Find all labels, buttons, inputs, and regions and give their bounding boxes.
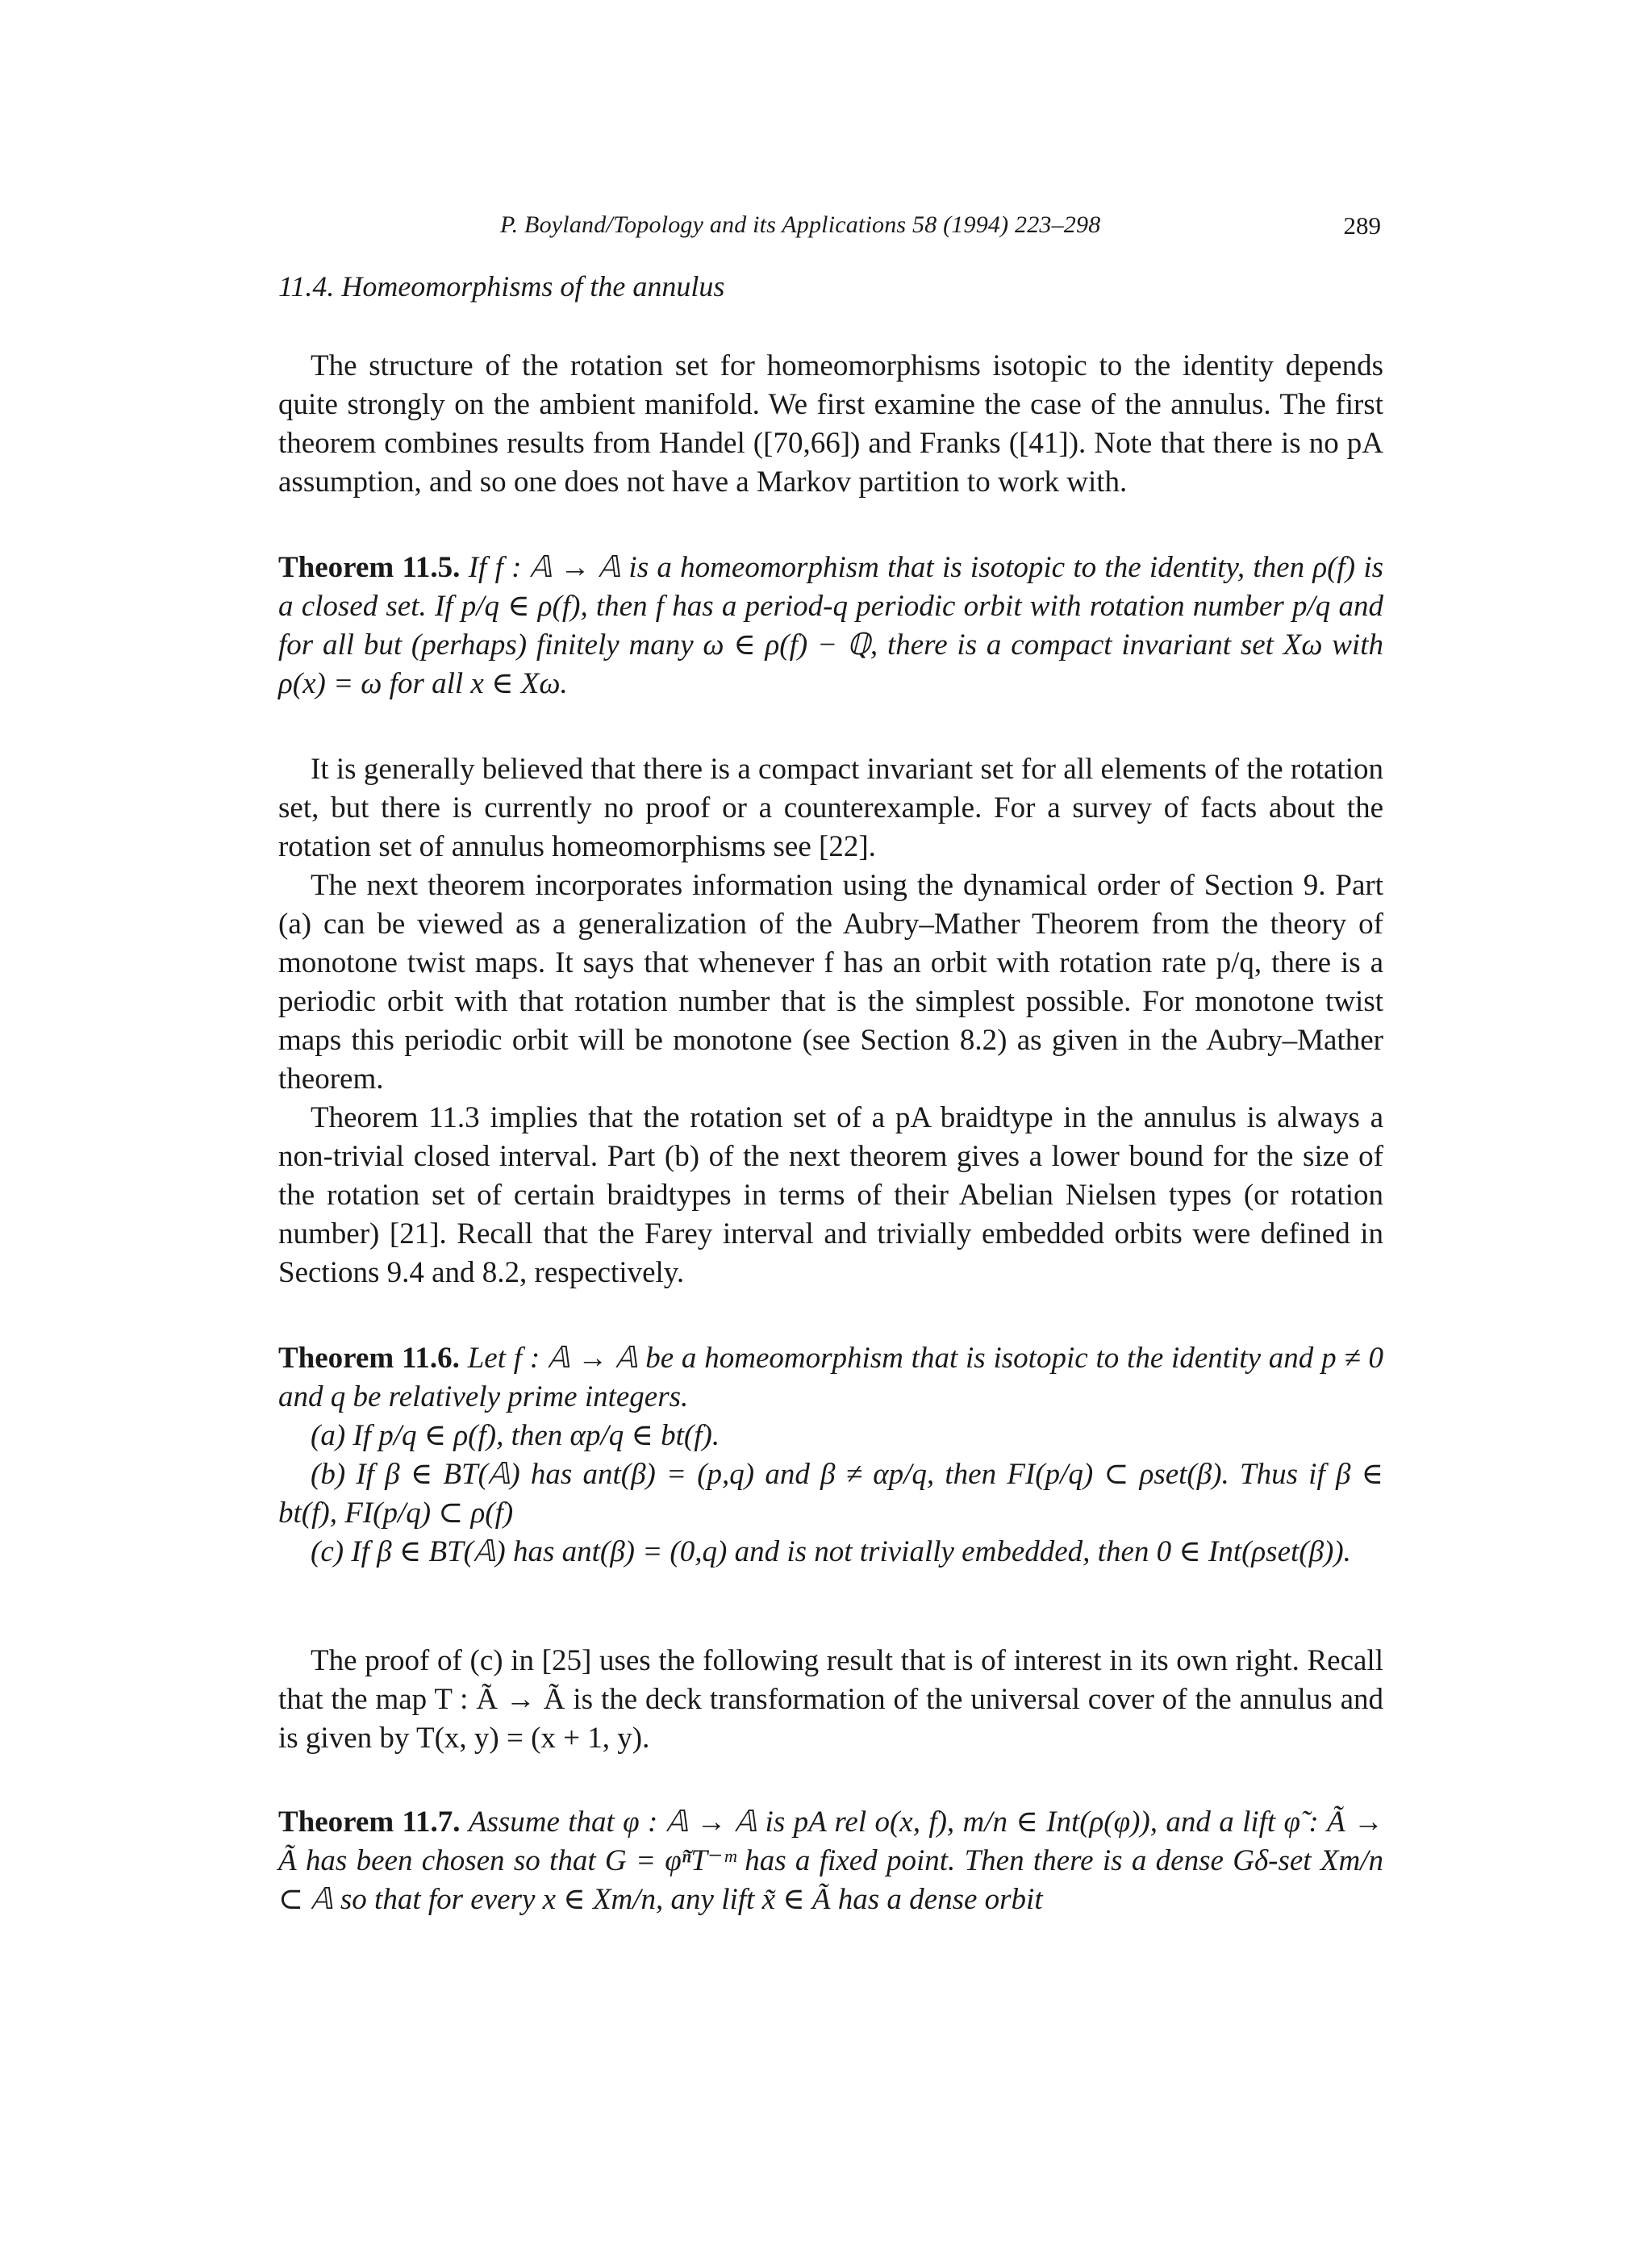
proof-text: The proof of (c) in [25] uses the following result that is of interest in its own right. Recall that the map T : Ã → Ã is the deck transformation of the universal cover of the annulus and is given by T(x, y) = (x + 1, y). [278,1644,1383,1755]
intro-text: The structure of the rotation set for homeomorphisms isotopic to the identity depends quite strongly on the ambient manifold. We first examine the case of the annulus. The first theorem combines results from Handel ([70,66]) and Franks ([41]). Note that there is no pA assumption, and so one does not have a Markov partition to work with. [278,349,1383,499]
proof-paragraph [278,1642,1383,1758]
intro-paragraph [278,347,1383,502]
discussion-paragraph: Theorem 11.3 implies that the rotation set of a pA braidtype in the annulus is always a non-trivial closed interval. Part (b) of the next theorem gives a lower bound for the size of the rotation set of certain braidtypes in terms of their Abelian Nielsen types (or rotation number) [21]. Recall that the Farey interval and trivially embedded orbits were defined in Sections 9.4 and 8.2, respectively. [278,1101,1383,1289]
theorem-body: Assume that φ : 𝔸 → 𝔸 is pA rel o(x, f), m/n ∈ Int(ρ(φ)), and a lift φ̃ : Ã → Ã has been chosen so that G = φ̃ⁿT⁻ᵐ has a fixed point. Then there is a dense Gδ-set Xm/n ⊂ 𝔸 so that for every x ∈ Xm/n, any lift x̃ ∈ Ã has a dense orbit [278,1806,1384,1916]
theorem-item-b: (b) If β ∈ BT(𝔸) has ant(β) = (p,q) and β ≠ αp/q, then FI(p/q) ⊂ ρset(β). Thus if β ∈ bt(f), FI(p/q) ⊂ ρ(f) [278,1458,1383,1530]
theorem-body: Let f : 𝔸 → 𝔸 be a homeomorphism that is isotopic to the identity and p ≠ 0 and q be relatively prime integers. [278,1342,1383,1413]
section-title: 11.4. Homeomorphisms of the annulus [278,270,725,303]
theorem-label: Theorem 11.6. [278,1342,460,1375]
discussion-paragraph: It is generally believed that there is a compact invariant set for all elements of the rotation set, but there is currently no proof or a counterexample. For a survey of facts about the rotation set of annulus homeomorphisms see [22]. [278,753,1383,863]
theorem-11-7 [278,1803,1383,1919]
theorem-11-6 [278,1339,1383,1572]
discussion-paragraph: The next theorem incorporates information using the dynamical order of Section 9. Part (a) can be viewed as a generalization of the Aubry–Mather Theorem from the theory of monotone twist maps. It says that whenever f has an orbit with rotation rate p/q, there is a periodic orbit with that rotation number that is the simplest possible. For monotone twist maps this periodic orbit will be monotone (see Section 8.2) as given in the Aubry–Mather theorem. [278,869,1383,1096]
theorem-item-a: (a) If p/q ∈ ρ(f), then αp/q ∈ bt(f). [311,1419,720,1452]
theorem-body: If f : 𝔸 → 𝔸 is a homeomorphism that is isotopic to the identity, then ρ(f) is a closed set. If p/q ∈ ρ(f), then f has a period-q periodic orbit with rotation number p/q and for all but (perhaps) finitely many ω ∈ ρ(f) − ℚ, there is a compact invariant set Xω with ρ(x) = ω for all x ∈ Xω. [278,551,1383,700]
theorem-11-5 [278,549,1383,703]
theorem-label: Theorem 11.7. [278,1806,461,1839]
discussion-section [278,750,1383,1292]
theorem-item-c: (c) If β ∈ BT(𝔸) has ant(β) = (0,q) and is not trivially embedded, then 0 ∈ Int(ρset(β)). [311,1535,1351,1568]
page-number: 289 [1343,211,1381,240]
running-head: P. Boyland/Topology and its Applications 58 (1994) 223–298 [500,211,1101,238]
theorem-label: Theorem 11.5. [278,551,461,584]
